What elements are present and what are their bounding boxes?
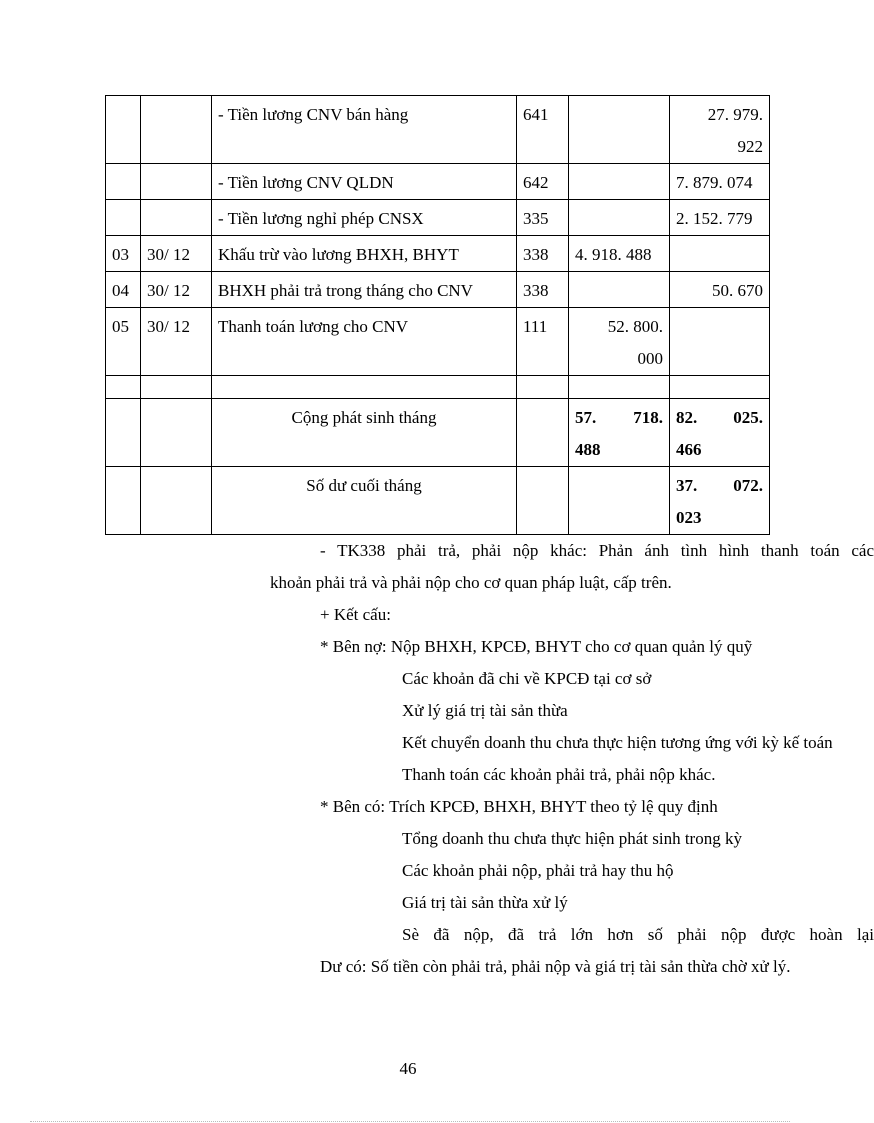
paragraph-line: - TK338 phải trả, phải nộp khác: Phản ánh tình hình thanh toán các bbox=[320, 541, 874, 560]
total-credit bbox=[670, 399, 770, 467]
cell-desc: Khấu trừ vào lương BHXH, BHYT bbox=[212, 236, 517, 272]
cell-date: 30/ 12 bbox=[141, 272, 212, 308]
cell-debit bbox=[569, 308, 670, 376]
paragraph-line: khoản phải trả và phải nộp cho cơ quan pháp luật, cấp trên. bbox=[270, 573, 672, 592]
cell-debit bbox=[569, 200, 670, 236]
debit-part: 000 bbox=[637, 349, 663, 368]
credit-heading: * Bên có: Trích KPCĐ, BHXH, BHYT theo tỷ lệ quy định bbox=[320, 797, 718, 816]
debit-part: 52. 800. bbox=[607, 317, 663, 336]
cell-no: 05 bbox=[106, 308, 141, 376]
cell-date bbox=[141, 96, 212, 164]
cell-no bbox=[106, 164, 141, 200]
table-row bbox=[106, 272, 770, 308]
debit-item: Kết chuyển doanh thu chưa thực hiện tương ứng với kỳ kế toán bbox=[402, 733, 833, 752]
cell-credit: 7. 879. 074 bbox=[670, 164, 770, 200]
debit-item: Xử lý giá trị tài sản thừa bbox=[402, 701, 568, 720]
debit-heading: * Bên nợ: Nộp BHXH, KPCĐ, BHYT cho cơ quan quản lý quỹ bbox=[320, 637, 753, 656]
credit-part: 922 bbox=[737, 137, 763, 156]
cell-credit: 2. 152. 779 bbox=[670, 200, 770, 236]
cell-debit bbox=[569, 164, 670, 200]
balance-label: Số dư cuối tháng bbox=[212, 467, 517, 535]
total-label: Cộng phát sinh tháng bbox=[212, 399, 517, 467]
credit-item: Giá trị tài sản thừa xử lý bbox=[402, 893, 568, 912]
cell-no: 03 bbox=[106, 236, 141, 272]
cell-desc: - Tiền lương nghỉ phép CNSX bbox=[212, 200, 517, 236]
cell-desc: Thanh toán lương cho CNV bbox=[212, 308, 517, 376]
balance-credit-part: 37. bbox=[676, 476, 698, 495]
table-row-empty bbox=[106, 376, 770, 399]
total-credit-part: 025. bbox=[733, 408, 763, 427]
table-row bbox=[106, 164, 770, 200]
structure-heading: + Kết cấu: bbox=[320, 605, 391, 624]
cell-credit bbox=[670, 308, 770, 376]
cell-acct: 335 bbox=[517, 200, 569, 236]
total-debit bbox=[569, 399, 670, 467]
cell-acct: 111 bbox=[517, 308, 569, 376]
balance-credit-part: 023 bbox=[676, 508, 702, 527]
total-debit-part: 718. bbox=[633, 408, 663, 427]
balance-credit bbox=[670, 467, 770, 535]
ledger-table bbox=[105, 95, 770, 535]
cell-credit bbox=[670, 236, 770, 272]
balance-note: Dư có: Số tiền còn phải trả, phải nộp và giá trị tài sản thừa chờ xử lý. bbox=[320, 957, 791, 976]
table-row bbox=[106, 200, 770, 236]
cell-credit bbox=[670, 96, 770, 164]
table-row-balance bbox=[106, 467, 770, 535]
table-row bbox=[106, 96, 770, 164]
cell-credit: 50. 670 bbox=[670, 272, 770, 308]
debit-item: Các khoản đã chi về KPCĐ tại cơ sở bbox=[402, 669, 652, 688]
cell-debit bbox=[569, 272, 670, 308]
table-row bbox=[106, 236, 770, 272]
table-row bbox=[106, 308, 770, 376]
cell-desc: - Tiền lương CNV bán hàng bbox=[212, 96, 517, 164]
cell-date: 30/ 12 bbox=[141, 236, 212, 272]
balance-credit-part: 072. bbox=[733, 476, 763, 495]
cell-desc: - Tiền lương CNV QLDN bbox=[212, 164, 517, 200]
cell-desc: BHXH phải trả trong tháng cho CNV bbox=[212, 272, 517, 308]
total-credit-part: 466 bbox=[676, 440, 702, 459]
cell-acct: 642 bbox=[517, 164, 569, 200]
credit-item: Sè đã nộp, đã trả lớn hơn số phải nộp được hoàn lại bbox=[402, 925, 874, 944]
cell-acct: 641 bbox=[517, 96, 569, 164]
table-row-total bbox=[106, 399, 770, 467]
credit-part: 27. 979. bbox=[707, 105, 763, 124]
cell-date bbox=[141, 200, 212, 236]
footer-divider bbox=[30, 1121, 790, 1122]
page-number: 46 bbox=[399, 1059, 417, 1078]
total-credit-part: 82. bbox=[676, 408, 698, 427]
debit-item: Thanh toán các khoản phải trả, phải nộp khác. bbox=[402, 765, 716, 784]
cell-no bbox=[106, 200, 141, 236]
total-debit-part: 488 bbox=[575, 440, 601, 459]
total-debit-part: 57. bbox=[575, 408, 597, 427]
cell-no: 04 bbox=[106, 272, 141, 308]
cell-date bbox=[141, 164, 212, 200]
credit-item: Các khoản phải nộp, phải trả hay thu hộ bbox=[402, 861, 674, 880]
cell-acct: 338 bbox=[517, 272, 569, 308]
cell-date: 30/ 12 bbox=[141, 308, 212, 376]
cell-acct: 338 bbox=[517, 236, 569, 272]
cell-debit bbox=[569, 96, 670, 164]
cell-no bbox=[106, 96, 141, 164]
cell-debit: 4. 918. 488 bbox=[569, 236, 670, 272]
credit-item: Tổng doanh thu chưa thực hiện phát sinh trong kỳ bbox=[402, 829, 742, 848]
